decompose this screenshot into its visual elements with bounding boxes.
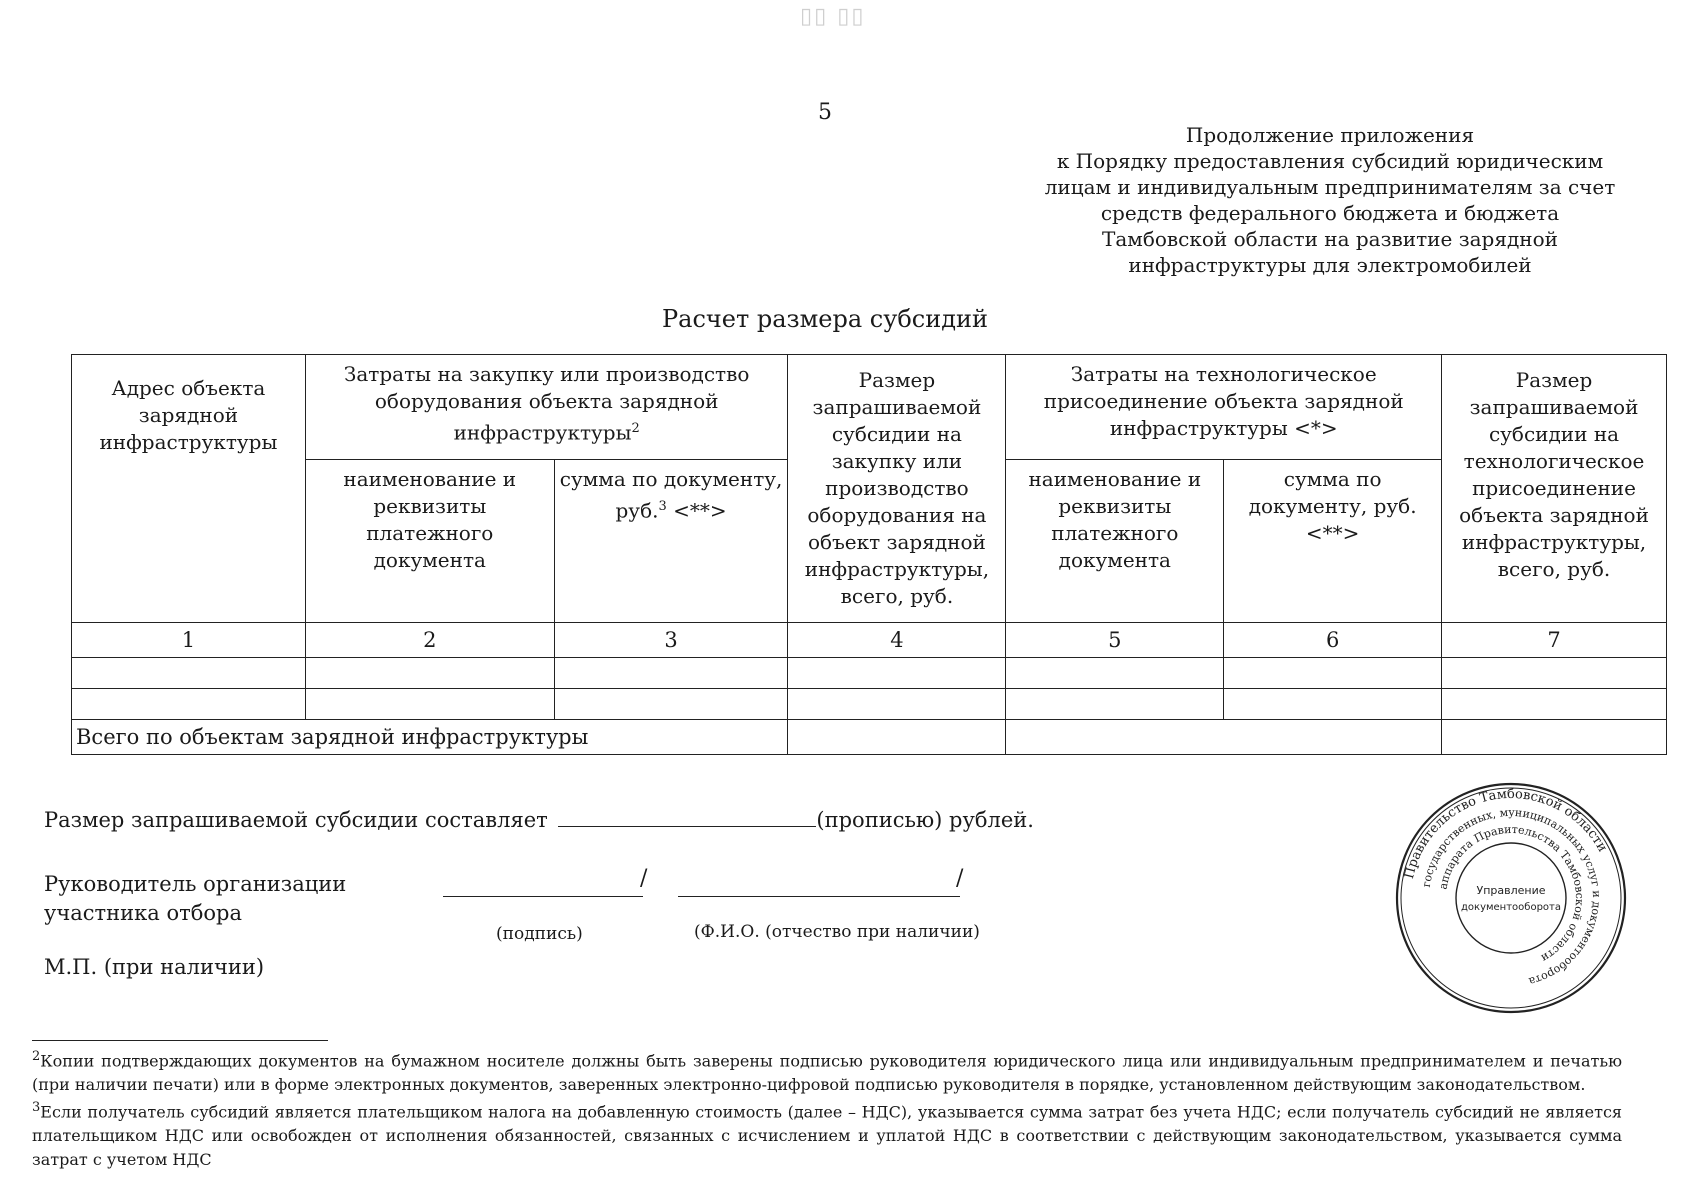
header-payment-doc [305, 460, 554, 623]
total-label: Всего по объектам зарядной инфраструктуры [72, 720, 788, 755]
table-cell[interactable] [1006, 658, 1224, 689]
subsidy-amount-label: Размер запрашиваемой субсидии составляет [44, 808, 548, 832]
footnote-mark: 2 [32, 1049, 41, 1064]
seal-place-label: М.П. (при наличии) [44, 955, 265, 979]
header-equipment-costs [305, 355, 788, 460]
header-doc-sum-text: сумма по документу, руб. [559, 467, 783, 523]
table-cell[interactable] [1006, 689, 1224, 720]
stamp-middle-text: государственных, муниципальных услуг и документооборота [1419, 805, 1604, 988]
header-address [72, 355, 306, 623]
document-title: Расчет размера субсидий [661, 305, 989, 333]
header-connection-payment-doc-text: наименование и реквизиты платежного документа [1028, 467, 1202, 572]
table-cell[interactable] [1442, 658, 1667, 689]
table-cell[interactable] [1224, 689, 1442, 720]
header-connection-doc-sum-text: сумма по документу, руб. <**> [1248, 467, 1417, 545]
scan-artifact: ▯▯ ▯▯ [800, 4, 866, 29]
total-cell[interactable] [788, 720, 1006, 755]
official-stamp [1393, 780, 1629, 1016]
name-caption: (Ф.И.О. (отчество при наличии) [694, 922, 980, 942]
subsidy-amount-line [44, 808, 1034, 832]
appendix-line: к Порядку предоставления субсидий юридическим [1056, 149, 1604, 173]
header-equipment-subsidy [788, 355, 1006, 623]
footnote-ref: 2 [631, 421, 640, 436]
footnote-ref: 3 [658, 499, 667, 514]
stamp-inner-text: аппарата Правительства Тамбовской области [1436, 822, 1587, 965]
header-equipment-costs-text: Затраты на закупку или производство оборудования объекта зарядной инфраструктуры [343, 362, 750, 445]
head-label [44, 870, 346, 928]
head-label-line: участника отбора [44, 901, 242, 925]
footnote-text: Копии подтверждающих документов на бумажном носителе должны быть заверены подписью руководителя юридического лица или индивидуальным предпринимателем и печатью (при наличии печати) или в форме электронных документов, заверенных электронно-цифровой подписью руководителя в порядке, установленном действующим законодательством. [32, 1051, 1622, 1094]
stamp-center-line: Управление [1476, 884, 1546, 897]
table-row [72, 689, 1667, 720]
header-connection-subsidy-text: Размер запрашиваемой субсидии на технологическое присоединение объекта зарядной инфраструктуры, всего, руб. [1459, 368, 1649, 581]
appendix-line: Тамбовской области на развитие зарядной [1102, 227, 1558, 251]
separator-slash: / [640, 866, 648, 891]
column-number: 5 [1006, 623, 1224, 658]
appendix-line: средств федерального бюджета и бюджета [1100, 201, 1560, 225]
footnote-mark: 3 [32, 1100, 41, 1116]
appendix-line: инфраструктуры для электромобилей [1128, 253, 1532, 277]
header-address-text: Адрес объекта зарядной инфраструктуры [99, 376, 278, 454]
header-connection-payment-doc [1006, 460, 1224, 623]
table-row [72, 658, 1667, 689]
table-cell[interactable] [788, 658, 1006, 689]
table-cell[interactable] [305, 689, 554, 720]
subsidy-amount-suffix: (прописью) рублей. [816, 808, 1034, 832]
appendix-line: Продолжение приложения [1185, 123, 1475, 147]
column-number: 2 [305, 623, 554, 658]
note-mark: <**> [666, 498, 727, 523]
header-doc-sum [554, 460, 788, 623]
head-label-line: Руководитель организации [44, 872, 347, 896]
total-cell[interactable] [1442, 720, 1667, 755]
header-connection-subsidy [1442, 355, 1667, 623]
appendix-header [1040, 122, 1620, 278]
total-row [72, 720, 1667, 755]
separator-slash: / [956, 866, 964, 891]
footnote-3 [32, 1096, 1622, 1171]
column-number: 6 [1224, 623, 1442, 658]
table-cell[interactable] [788, 689, 1006, 720]
table-cell[interactable] [554, 658, 788, 689]
header-connection-doc-sum [1224, 460, 1442, 623]
stamp-outer-text: Правительство Тамбовской области [1401, 786, 1610, 881]
table-cell[interactable] [305, 658, 554, 689]
column-number: 4 [788, 623, 1006, 658]
column-number-row [72, 623, 1667, 658]
appendix-line: лицам и индивидуальным предпринимателям за счет [1044, 175, 1616, 199]
table-cell[interactable] [554, 689, 788, 720]
header-payment-doc-text: наименование и реквизиты платежного документа [343, 467, 517, 572]
table-cell[interactable] [1442, 689, 1667, 720]
header-equipment-subsidy-text: Размер запрашиваемой субсидии на закупку или производство оборудования на объект зарядной инфраструктуры, всего, руб. [804, 368, 990, 608]
footnote-rule [32, 1040, 328, 1041]
stamp-center-line: документооборота [1461, 902, 1561, 913]
table-cell[interactable] [72, 658, 306, 689]
subsidy-table [71, 354, 1667, 755]
page-number: 5 [818, 100, 832, 125]
signature-caption: (подпись) [496, 924, 583, 944]
total-cell[interactable] [1006, 720, 1442, 755]
table-cell[interactable] [72, 689, 306, 720]
column-number: 3 [554, 623, 788, 658]
name-field[interactable] [678, 876, 960, 897]
table-cell[interactable] [1224, 658, 1442, 689]
signature-field[interactable] [443, 876, 643, 897]
column-number: 7 [1442, 623, 1667, 658]
column-number: 1 [72, 623, 306, 658]
footnotes [32, 1045, 1622, 1171]
header-connection-costs [1006, 355, 1442, 460]
header-connection-costs-text: Затраты на технологическое присоединение объекта зарядной инфраструктуры <*> [1043, 362, 1404, 440]
subsidy-amount-blank[interactable] [558, 808, 816, 827]
footnote-2 [32, 1045, 1622, 1096]
footnote-text: Если получатель субсидий является плательщиком налога на добавленную стоимость (далее – НДС), указывается сумма затрат без учета НДС; если получатель субсидий не является плательщиком НДС или освобожден от исполнения обязанностей, связанных с исчислением и уплатой НДС в соответствии с действующим законодательством, указывается сумма затрат с учетом НДС [32, 1102, 1622, 1169]
